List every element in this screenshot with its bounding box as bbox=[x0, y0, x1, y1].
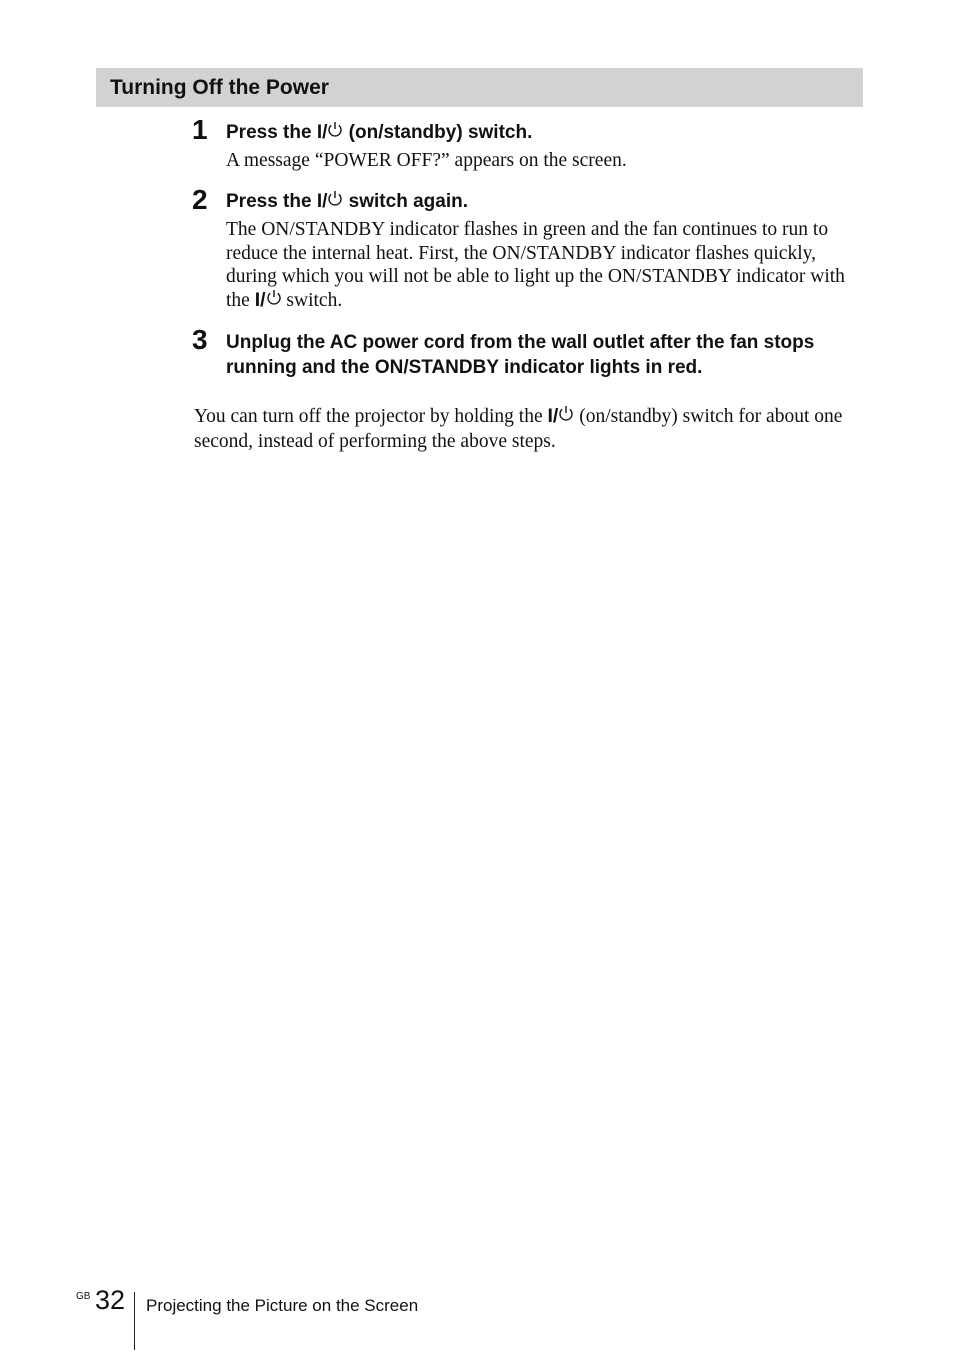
power-switch-symbol bbox=[317, 120, 344, 145]
section-title: Turning Off the Power bbox=[110, 76, 329, 99]
step-heading-2-text-b: switch again. bbox=[343, 191, 468, 212]
power-switch-symbol-text: I/ bbox=[547, 405, 559, 427]
power-switch-symbol bbox=[255, 289, 282, 313]
power-standby-icon bbox=[327, 190, 343, 207]
footer-divider bbox=[134, 1292, 135, 1350]
step-body-2 bbox=[226, 218, 866, 312]
step-heading-1-text-b: (on/standby) switch. bbox=[343, 122, 533, 143]
step-heading-2 bbox=[226, 189, 866, 214]
power-switch-symbol-text: I/ bbox=[316, 191, 328, 212]
step-heading-3: Unplug the AC power cord from the wall outlet after the fan stops running and the ON/STANDBY indicator lights in red. bbox=[226, 332, 815, 378]
note-text-a: You can turn off the projector by holding the bbox=[194, 406, 548, 427]
step-heading-1 bbox=[226, 120, 866, 145]
power-standby-icon bbox=[266, 289, 282, 306]
power-switch-symbol-text: I/ bbox=[254, 288, 266, 311]
footer-region-code: GB bbox=[76, 1291, 91, 1302]
step-number-1: 1 bbox=[192, 114, 208, 145]
step-body-1: A message “POWER OFF?” appears on the screen. bbox=[226, 150, 627, 171]
power-switch-symbol bbox=[547, 404, 574, 429]
note-paragraph bbox=[194, 404, 866, 454]
step-heading-2-text-a: Press the bbox=[226, 191, 317, 212]
power-standby-icon bbox=[558, 405, 574, 422]
step-number-3: 3 bbox=[192, 324, 208, 355]
step-heading-1-text-a: Press the bbox=[226, 122, 317, 143]
power-switch-symbol-text: I/ bbox=[316, 122, 328, 143]
power-switch-symbol bbox=[317, 189, 344, 214]
page-number: 32 bbox=[95, 1285, 126, 1315]
step-number-2: 2 bbox=[192, 184, 208, 215]
note-text-b: (on/standby) switch for about one second, instead of performing the above steps. bbox=[194, 406, 843, 452]
power-standby-icon bbox=[327, 121, 343, 138]
footer-section-name: Projecting the Picture on the Screen bbox=[146, 1296, 419, 1315]
step-body-2-text-b: switch. bbox=[281, 289, 343, 311]
step-body-2-text-a: The ON/STANDBY indicator flashes in green and the fan continues to run to reduce the internal heat. First, the ON/STANDBY indicator flashes quickly, during which you will not be able to light up the ON/STANDBY indicator with the bbox=[226, 219, 845, 311]
